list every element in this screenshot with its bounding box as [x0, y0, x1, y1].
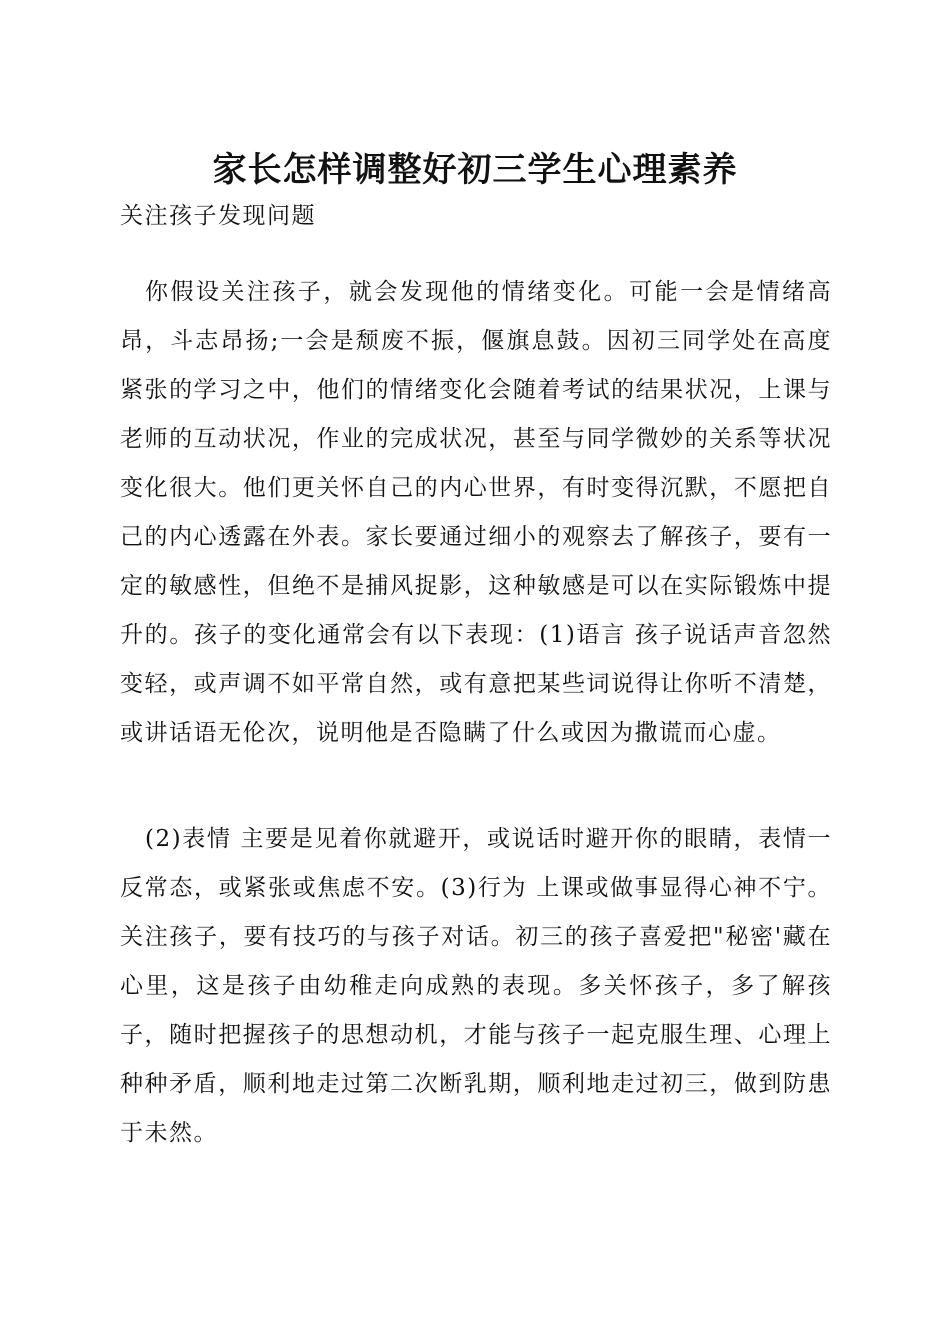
document-title: 家长怎样调整好初三学生心理素养: [212, 150, 738, 190]
paragraph-1: 你假设关注孩子，就会发现他的情绪变化。可能一会是情绪高昂，斗志昂扬;一会是颓废不振，偃旗息鼓。因初三同学处在高度紧张的学习之中，他们的情绪变化会随着考试的结果状况，上课与老师的互动状况，作业的完成状况，甚至与同学微妙的关系等状况变化很大。他们更关怀自己的内心世界，有时变得沉默，不愿把自己的内心透露在外表。家长要通过细小的观察去了解孩子，要有一定的敏感性，但绝不是捕风捉影，这种敏感是可以在实际锻炼中提升的。孩子的变化通常会有以下表现：(1)语言 孩子说话声音忽然变轻，或声调不如平常自然，或有意把某些词说得让你听不清楚，或讲话语无伦次，说明他是否隐瞒了什么或因为撒谎而心虚。: [120, 279, 832, 746]
paragraph-2: (2)表情 主要是见着你就避开，或说话时避开你的眼睛，表情一反常态，或紧张或焦虑不安。(3)行为 上课或做事显得心神不宁。 关注孩子，要有技巧的与孩子对话。初三的孩子喜爱把"秘密'藏在心里，这是孩子由幼稚走向成熟的表现。多关怀孩子，多了解孩子，随时把握孩子的思想动机，才能与孩子一起克服生理、心理上种种矛盾，顺利地走过第二次断乳期，顺利地走过初三，做到防患于未然。: [120, 826, 832, 1146]
section-heading: 关注孩子发现问题: [120, 203, 316, 229]
